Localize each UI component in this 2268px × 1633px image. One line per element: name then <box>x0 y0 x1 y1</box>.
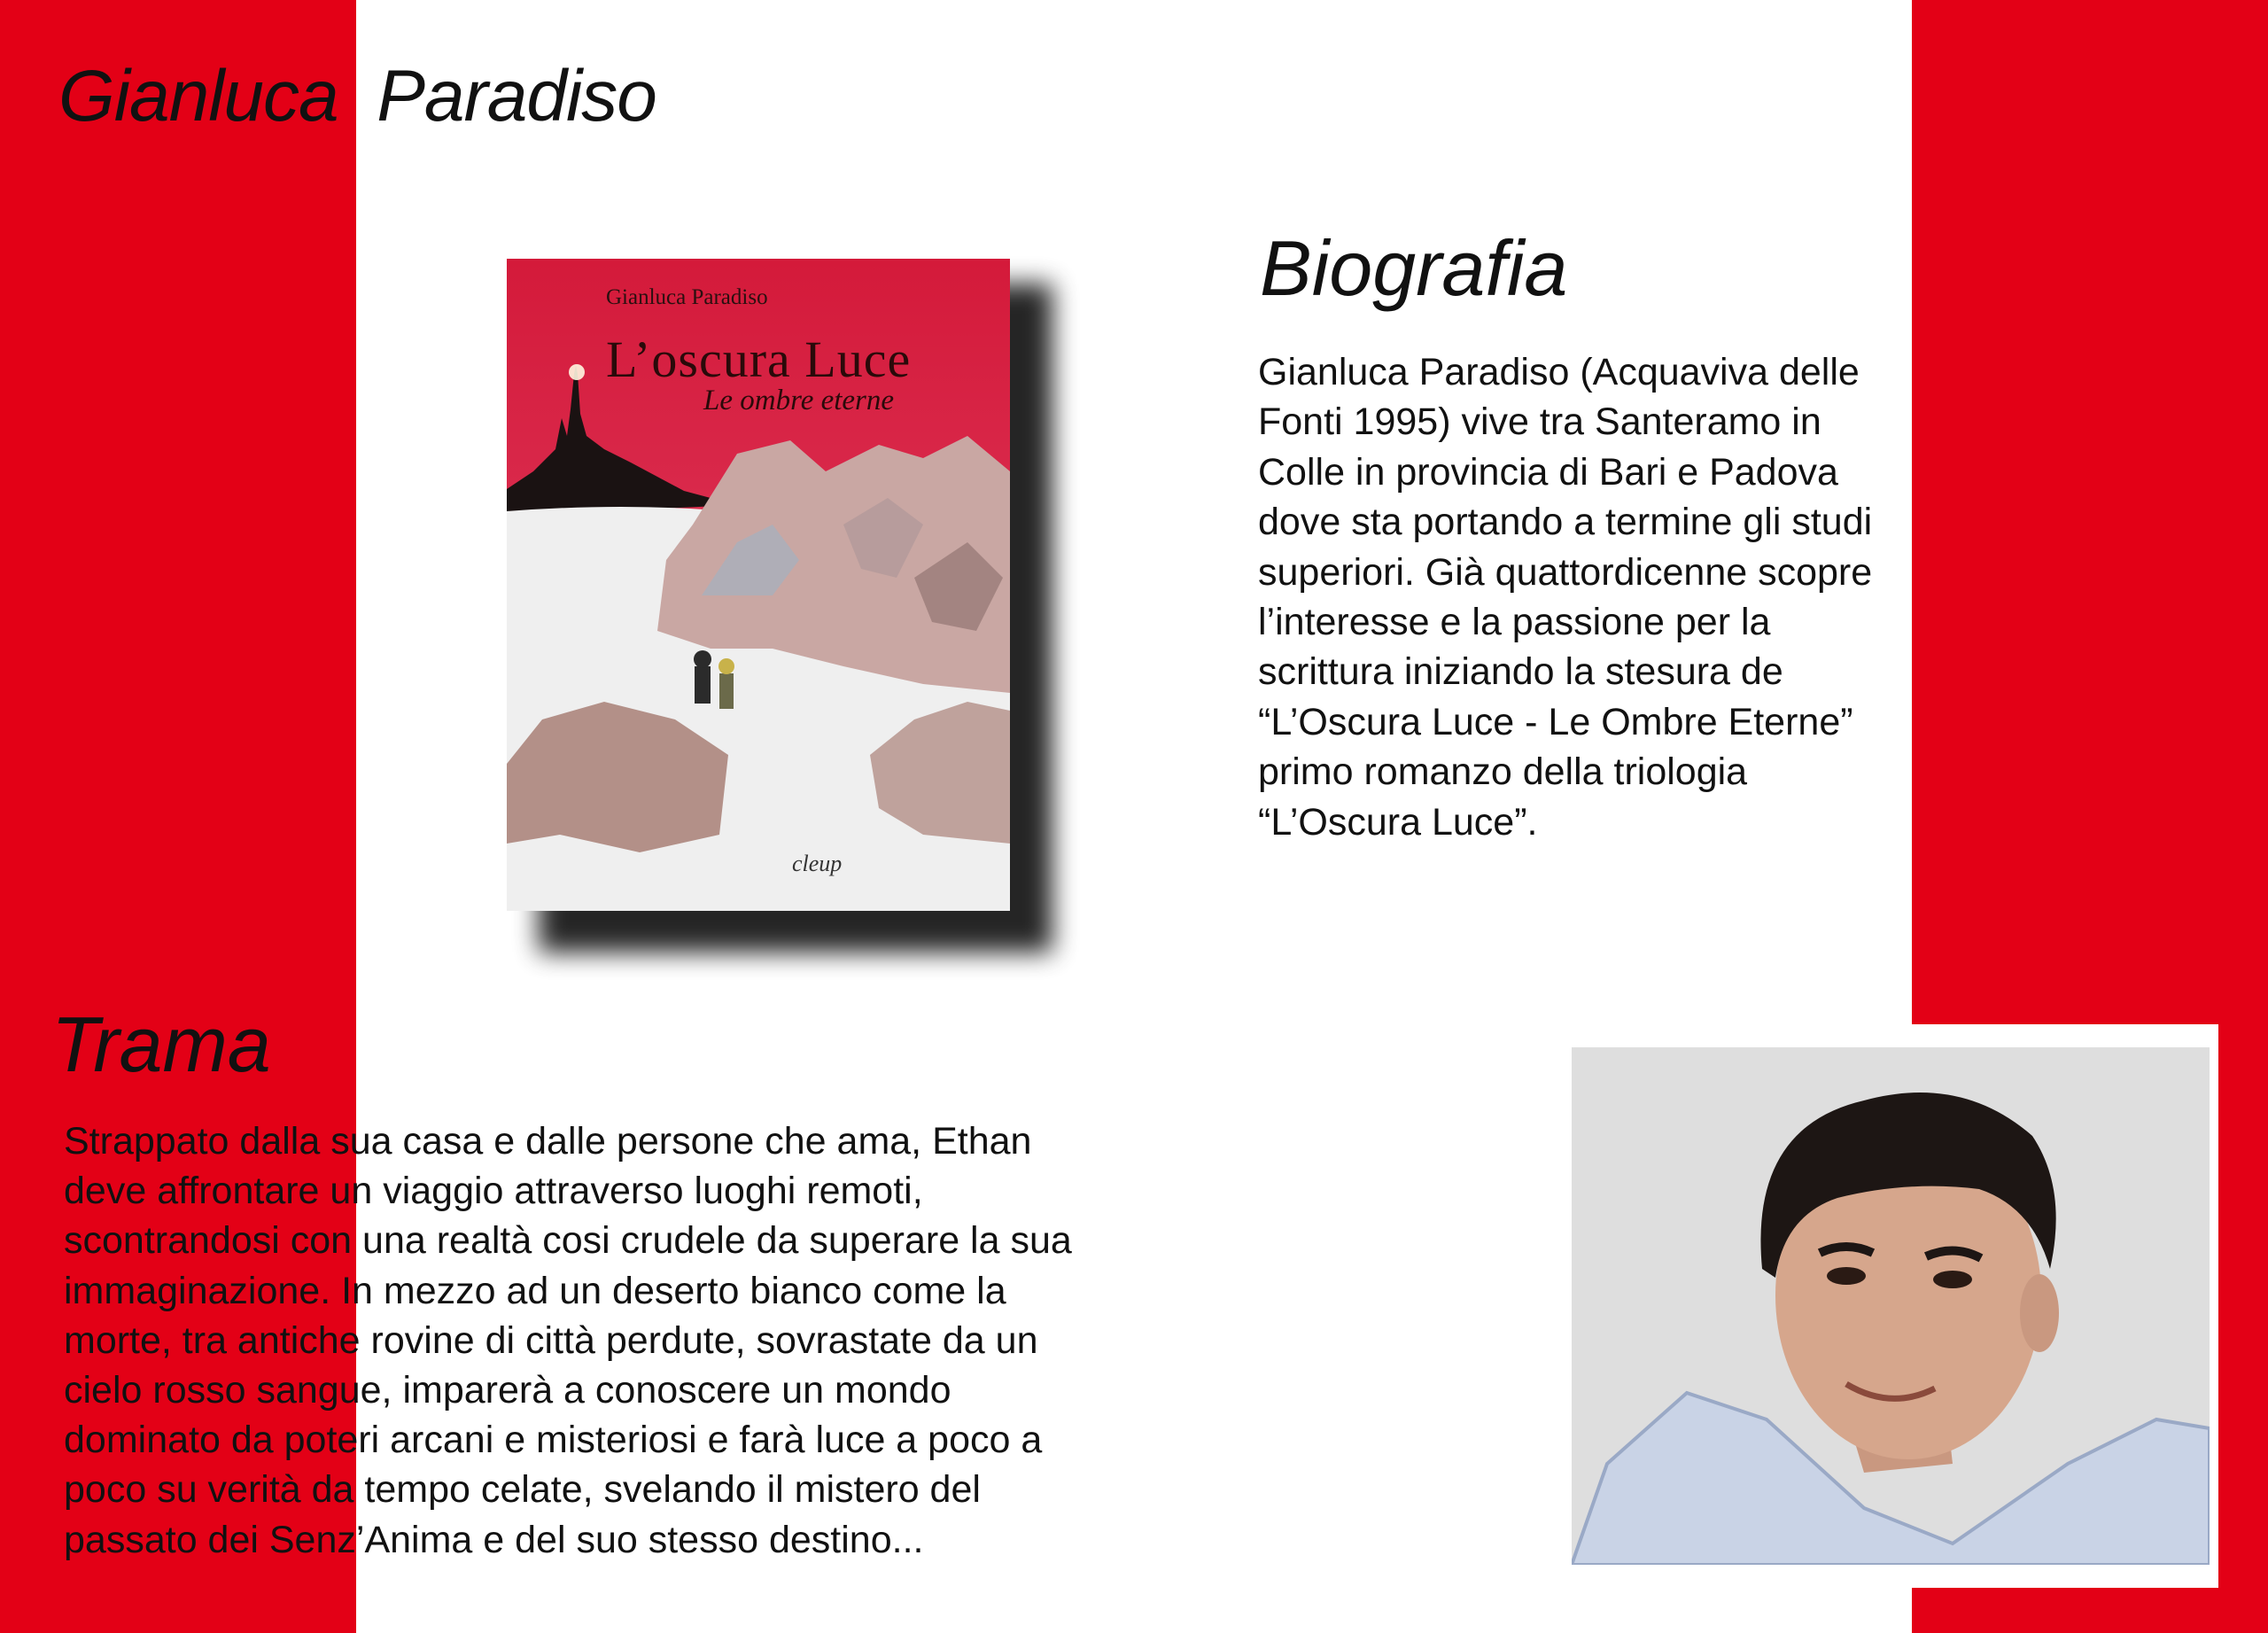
trama-heading: Trama <box>51 1000 271 1088</box>
book-cover-subtitle: Le ombre eterne <box>703 385 895 416</box>
book-cover-title: L’oscura Luce <box>606 330 912 388</box>
author-name-title: Gianluca Paradiso <box>58 56 656 136</box>
author-photo <box>1572 1047 2210 1565</box>
trama-text: Strappato dalla sua casa e dalle persone che ama, Ethan deve affrontare un viaggio attraverso luoghi remoti, scontrandosi con una realtà cosi crudele da superare la sua immaginazione. In mezzo ad un deserto bianco come la morte, tra antiche rovine di città perdute, sovrastate da un cielo rosso sangue, imparerà a conoscere un mondo dominato da poteri arcani e misteriosi e farà luce a poco a poco su verità da tempo celate, svelando il mistero del passato dei Senz’Anima e del suo stesso destino... <box>64 1120 1072 1561</box>
book-cover-publisher: cleup <box>792 851 843 876</box>
biografia-text: Gianluca Paradiso (Acquaviva delle Fonti 1995) vive tra Santeramo in Colle in provincia di Bari e Padova dove sta portando a termine gli studi superiori. Già quattordicenne scopre l’interesse e la passione per la scrittura iniziando la stesura de “L’Oscura Luce - Le Ombre Eterne” primo romanzo della triologia “L’Oscura Luce”. <box>1258 351 1873 844</box>
book-cover-author: Gianluca Paradiso <box>606 285 768 309</box>
book-cover-image <box>507 259 1010 911</box>
author-portrait-illustration <box>1572 1047 2210 1565</box>
biografia-heading: Biografia <box>1260 224 1568 312</box>
